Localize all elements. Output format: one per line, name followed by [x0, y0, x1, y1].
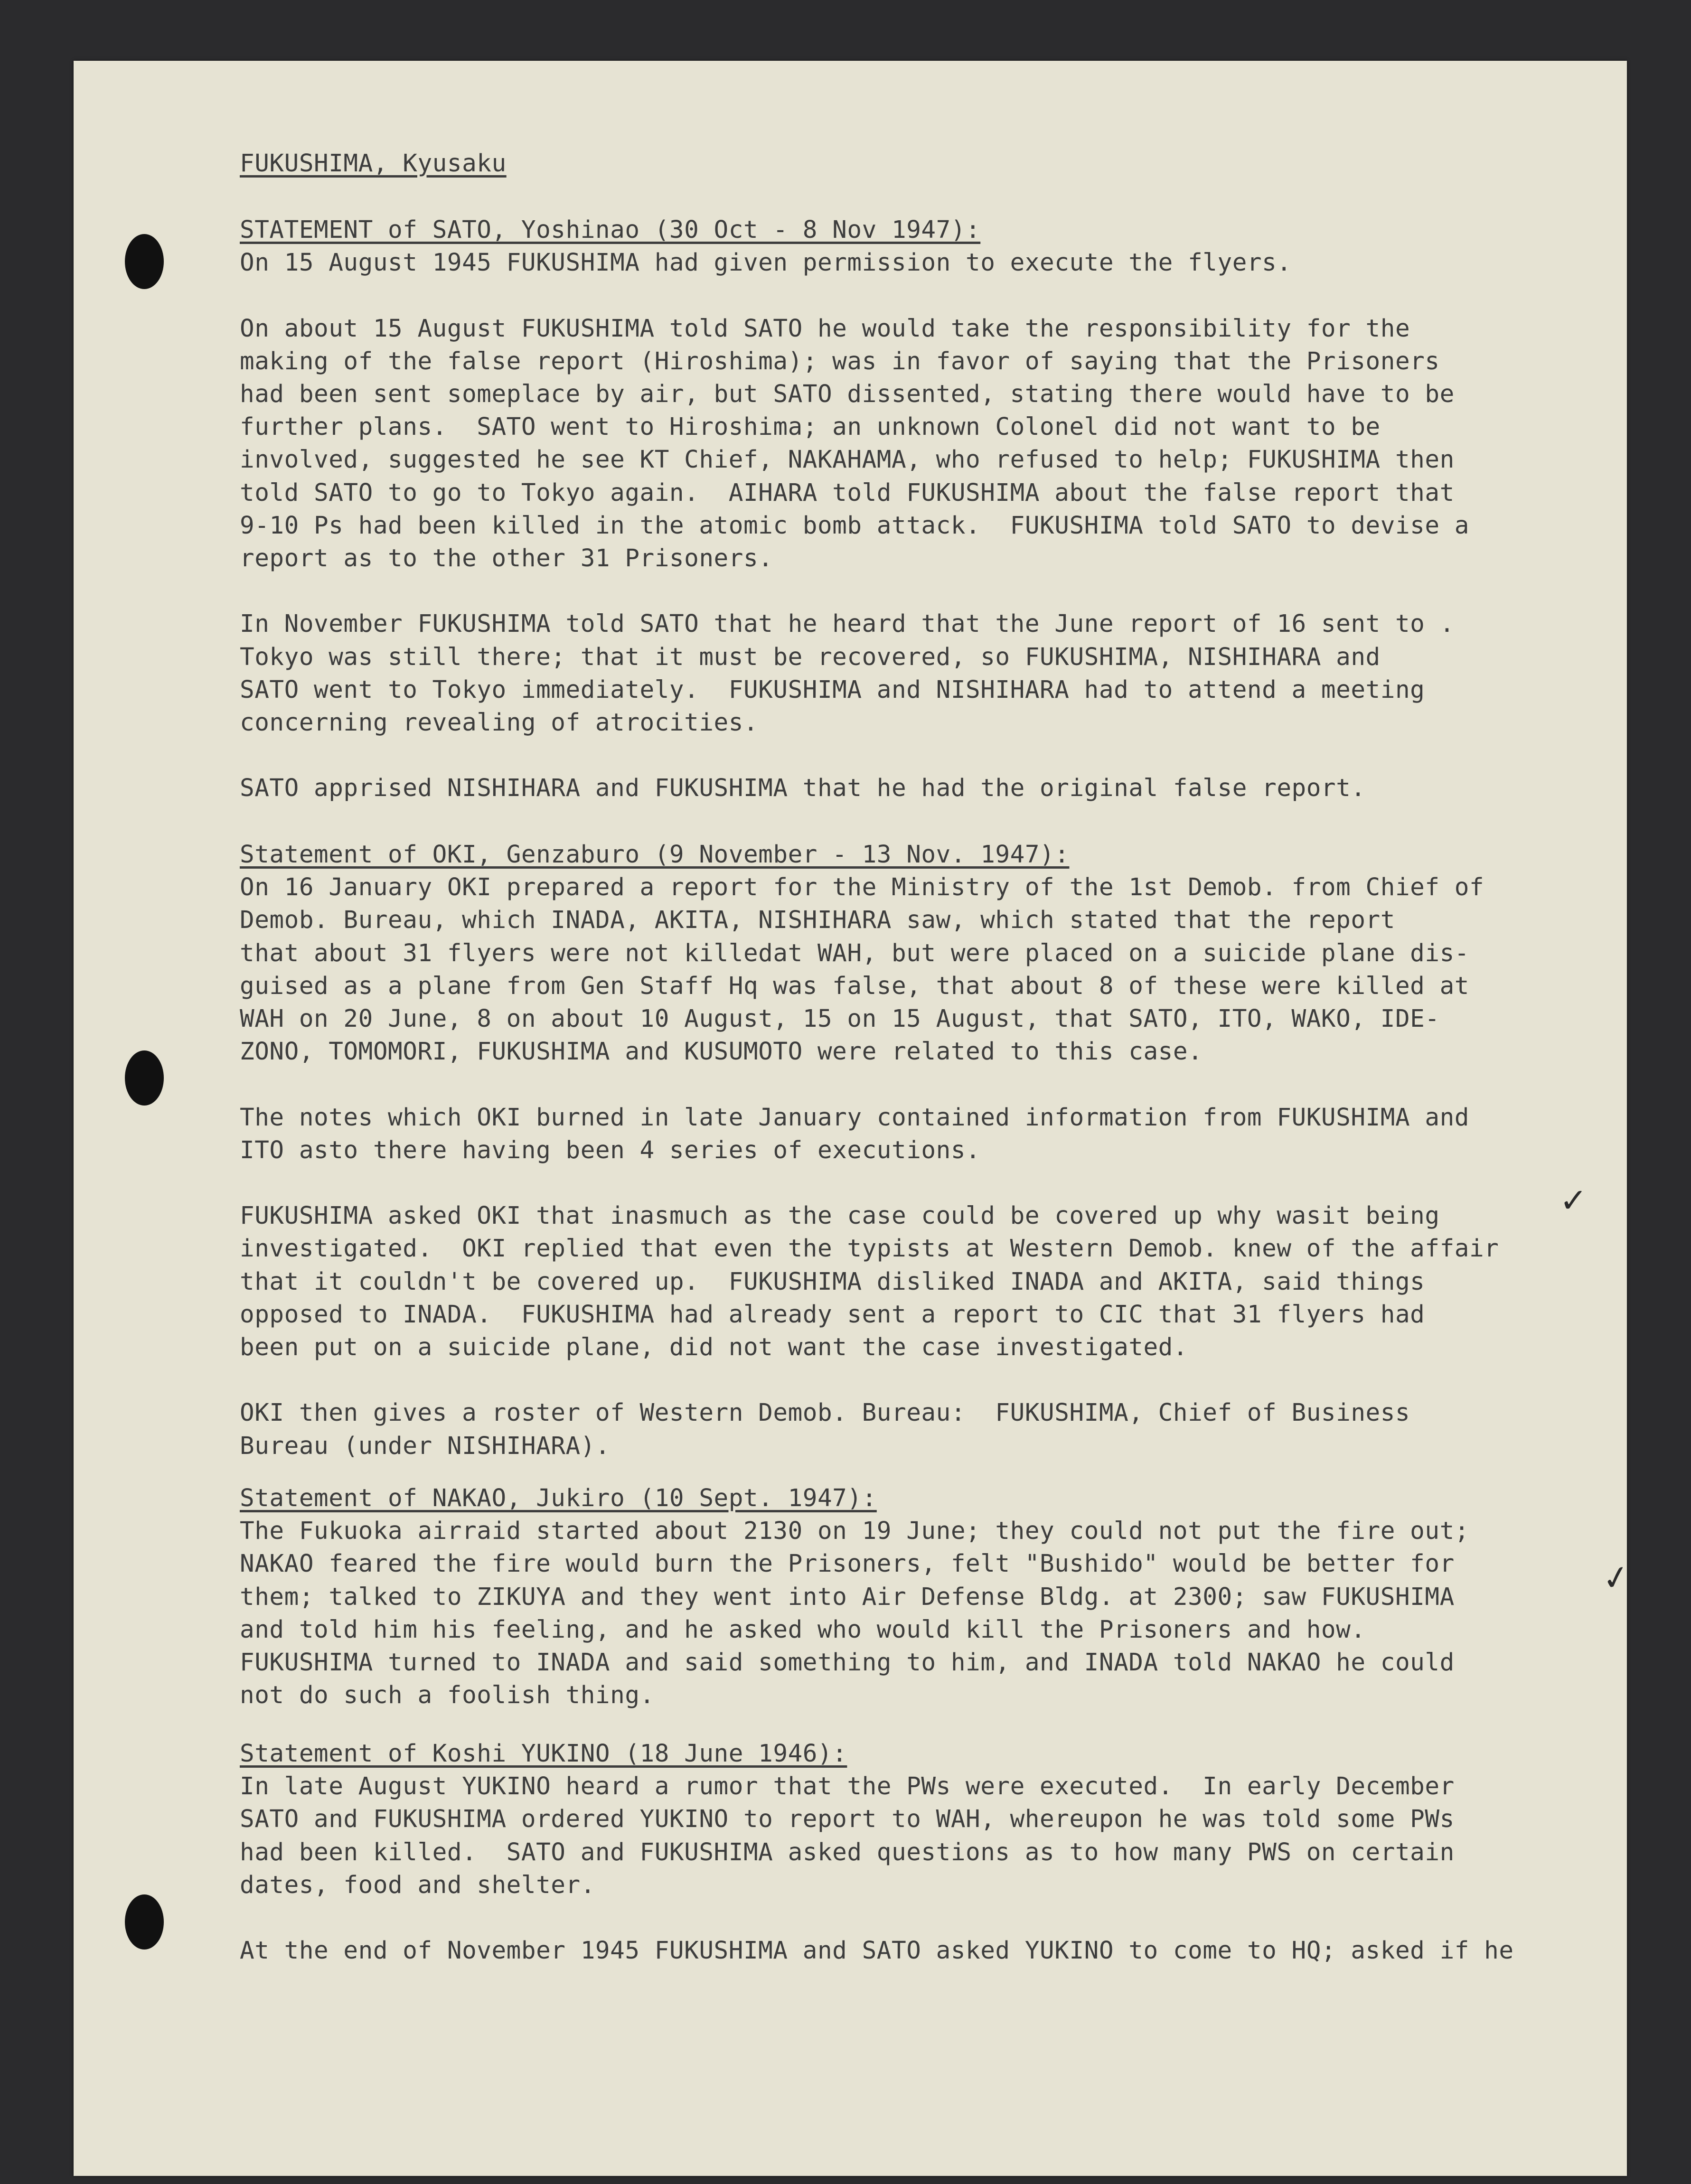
text-line: ITO asto there having been 4 series of executions. [240, 1136, 981, 1164]
text-line: that it couldn't be covered up. FUKUSHIMA disliked INADA and AKITA, said things [240, 1268, 1425, 1296]
statement-heading: Statement of Koshi YUKINO (18 June 1946): [240, 1740, 847, 1768]
text-line: had been killed. SATO and FUKUSHIMA asked questions as to how many PWS on certain [240, 1838, 1455, 1866]
check-mark: ✓ [1599, 1556, 1634, 1600]
statement-heading: Statement of OKI, Genzaburo (9 November - 13 Nov. 1947): [240, 841, 1070, 869]
text-line: 9-10 Ps had been killed in the atomic bomb attack. FUKUSHIMA told SATO to devise a [240, 512, 1469, 540]
text-line: Tokyo was still there; that it must be recovered, so FUKUSHIMA, NISHIHARA and [240, 643, 1381, 671]
text-line: On about 15 August FUKUSHIMA told SATO he would take the responsibility for the [240, 315, 1410, 343]
statement-heading: STATEMENT of SATO, Yoshinao (30 Oct - 8 Nov 1947): [240, 216, 981, 244]
text-line: SATO went to Tokyo immediately. FUKUSHIMA and NISHIHARA had to attend a meeting [240, 676, 1425, 704]
text-line: The notes which OKI burned in late January contained information from FUKUSHIMA and [240, 1104, 1469, 1132]
check-mark: ✓ [1559, 1181, 1588, 1220]
text-line: NAKAO feared the fire would burn the Prisoners, felt "Bushido" would be better for [240, 1550, 1455, 1578]
text-line: report as to the other 31 Prisoners. [240, 544, 773, 572]
text-line: At the end of November 1945 FUKUSHIMA and SATO asked YUKINO to come to HQ; asked if he [240, 1937, 1514, 1965]
text-line: ZONO, TOMOMORI, FUKUSHIMA and KUSUMOTO were related to this case. [240, 1038, 1203, 1066]
text-line: In November FUKUSHIMA told SATO that he heard that the June report of 16 sent to . [240, 610, 1455, 638]
statement-heading: Statement of NAKAO, Jukiro (10 Sept. 1947): [240, 1484, 877, 1512]
text-line: involved, suggested he see KT Chief, NAKAHAMA, who refused to help; FUKUSHIMA then [240, 446, 1455, 474]
text-line: concerning revealing of atrocities. [240, 709, 759, 737]
text-line: WAH on 20 June, 8 on about 10 August, 15 on 15 August, that SATO, ITO, WAKO, IDE- [240, 1005, 1440, 1033]
text-line: In late August YUKINO heard a rumor that the PWs were executed. In early December [240, 1772, 1455, 1800]
text-line: On 15 August 1945 FUKUSHIMA had given permission to execute the flyers. [240, 249, 1292, 277]
text-line: guised as a plane from Gen Staff Hq was false, that about 8 of these were killed at [240, 972, 1469, 1000]
document-title: FUKUSHIMA, Kyusaku [240, 150, 507, 178]
text-line: opposed to INADA. FUKUSHIMA had already sent a report to CIC that 31 flyers had [240, 1301, 1425, 1329]
punch-hole-top [125, 234, 164, 289]
text-line: FUKUSHIMA turned to INADA and said something to him, and INADA told NAKAO he could [240, 1649, 1455, 1677]
text-line: been put on a suicide plane, did not want the case investigated. [240, 1333, 1188, 1361]
punch-hole-middle [125, 1050, 164, 1106]
text-line: that about 31 flyers were not killedat WAH, but were placed on a suicide plane dis- [240, 939, 1469, 967]
text-line: dates, food and shelter. [240, 1871, 595, 1899]
text-line: investigated. OKI replied that even the typists at Western Demob. knew of the affair [240, 1235, 1499, 1263]
text-line: had been sent someplace by air, but SATO dissented, stating there would have to be [240, 380, 1455, 408]
text-line: SATO and FUKUSHIMA ordered YUKINO to report to WAH, whereupon he was told some PWs [240, 1805, 1455, 1833]
text-line: making of the false report (Hiroshima); was in favor of saying that the Prisoners [240, 347, 1440, 375]
punch-hole-bottom [125, 1894, 164, 1950]
text-line: Demob. Bureau, which INADA, AKITA, NISHIHARA saw, which stated that the report [240, 906, 1395, 934]
text-line: The Fukuoka airraid started about 2130 on 19 June; they could not put the fire out; [240, 1517, 1469, 1545]
text-line: told SATO to go to Tokyo again. AIHARA told FUKUSHIMA about the false report that [240, 479, 1455, 507]
text-line: further plans. SATO went to Hiroshima; an unknown Colonel did not want to be [240, 413, 1381, 441]
text-line: not do such a foolish thing. [240, 1681, 655, 1709]
text-line: FUKUSHIMA asked OKI that inasmuch as the case could be covered up why wasit being [240, 1202, 1440, 1230]
text-line: them; talked to ZIKUYA and they went into Air Defense Bldg. at 2300; saw FUKUSHIMA [240, 1583, 1455, 1611]
text-line: and told him his feeling, and he asked who would kill the Prisoners and how. [240, 1616, 1366, 1644]
text-line: OKI then gives a roster of Western Demob. Bureau: FUKUSHIMA, Chief of Business [240, 1399, 1410, 1427]
text-line: On 16 January OKI prepared a report for the Ministry of the 1st Demob. from Chief of [240, 873, 1484, 901]
text-line: SATO apprised NISHIHARA and FUKUSHIMA that he had the original false report. [240, 774, 1366, 802]
text-line: Bureau (under NISHIHARA). [240, 1432, 611, 1460]
